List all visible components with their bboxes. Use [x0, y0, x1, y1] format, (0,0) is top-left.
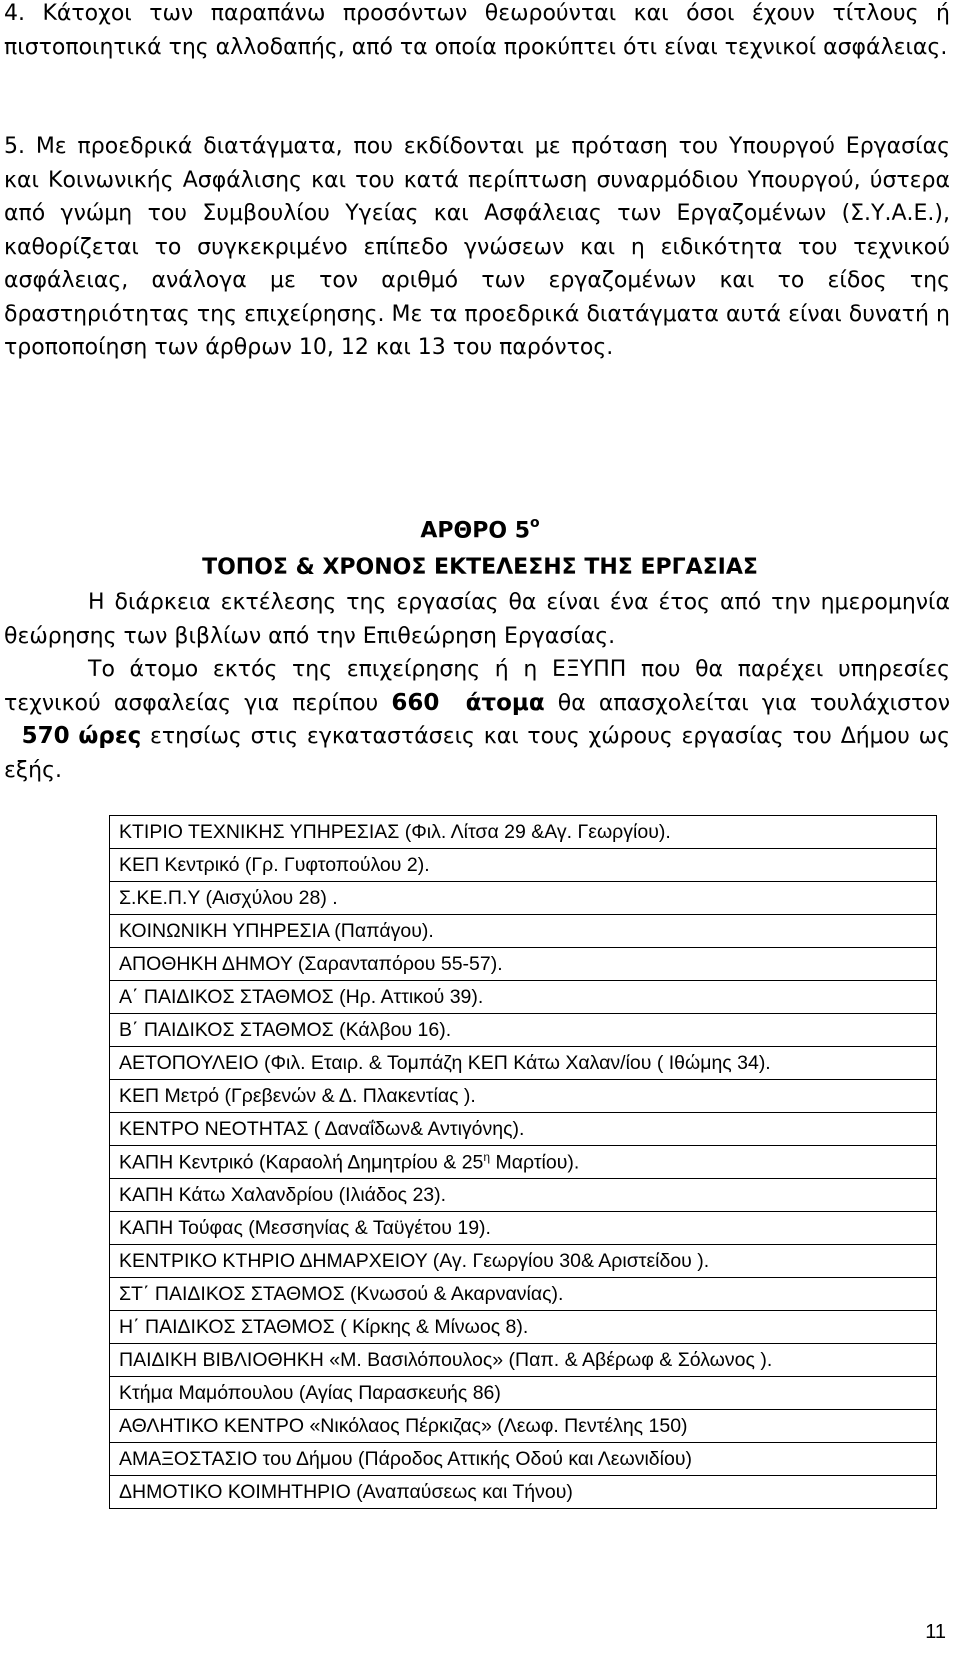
location-cell — [110, 915, 937, 948]
location-superscript: η — [483, 1149, 491, 1164]
table-row — [110, 1311, 937, 1344]
table-row — [110, 1410, 937, 1443]
duration-paragraph — [4, 586, 950, 653]
table-row — [110, 1443, 937, 1476]
page-number: 11 — [925, 1621, 946, 1643]
location-text: ΑΠΟΘΗΚΗ ΔΗΜΟΥ (Σαρανταπόρου 55-57). — [119, 952, 503, 975]
persons-unit: άτομα — [465, 689, 545, 716]
location-text: Β΄ ΠΑΙΔΙΚΟΣ ΣΤΑΘΜΟΣ (Κάλβου 16). — [119, 1018, 452, 1041]
location-text: ΚΑΠΗ Τούφας (Μεσσηνίας & Ταϋγέτου 19). — [119, 1216, 491, 1239]
location-text: ΠΑΙΔΙΚΗ ΒΙΒΛΙΟΘΗΚΗ «Μ. Βασιλόπουλος» (Παπ. & Αβέρωφ & Σόλωνος ). — [119, 1348, 773, 1371]
location-cell — [110, 981, 937, 1014]
location-text: Κτήμα Μαμόπουλου (Αγίας Παρασκευής 86) — [119, 1381, 501, 1404]
paragraph-5: 5. Με προεδρικά διατάγματα, που εκδίδονται με πρόταση του Υπουργού Εργασίας και Κοινωνικής Ασφάλισης και του κατά περίπτωση συναρμόδιου Υπουργού, ύστερα από γνώμη του Συμβουλίου Υγείας και Ασφάλειας των Εργαζομένων (Σ.Υ.Α.Ε.), καθορίζεται το συγκεκριμένο επίπεδο γνώσεων και η ειδικότητα του τεχνικού ασφάλειας, ανάλογα με τον αριθμό των εργαζομένων και το είδος της δραστηριότητας της επιχείρησης. Με τα προεδρικά διατάγματα αυτά είναι δυνατή η τροποποίηση των άρθρων 10, 12 και 13 του παρόντος. — [4, 134, 950, 360]
table-row — [110, 816, 937, 849]
table-row — [110, 948, 937, 981]
location-cell — [110, 1344, 937, 1377]
table-row — [110, 1476, 937, 1509]
location-cell — [110, 882, 937, 915]
location-cell — [110, 1443, 937, 1476]
staffing-text-a: Το άτομο εκτός της επιχείρησης ή η ΕΞΥΠΠ που θα παρέχει υπηρεσίες τεχνικού ασφαλείας για περίπου — [4, 657, 950, 716]
staffing-paragraph — [4, 653, 950, 787]
location-text: ΑΕΤΟΠΟΥΛΕΙΟ (Φιλ. Εταιρ. & Τομπάζη ΚΕΠ Κάτω Χαλαν/ίου ( Ιθώμης 34). — [119, 1051, 771, 1074]
location-cell — [110, 1113, 937, 1146]
location-cell — [110, 816, 937, 849]
duration-text: Η διάρκεια εκτέλεσης της εργασίας θα είναι ένα έτος από την ημερομηνία θεώρησης των βιβλίων από την Επιθεώρηση Εργασίας. — [4, 590, 950, 649]
location-text-tail: Μαρτίου). — [490, 1151, 580, 1174]
location-text: ΣΤ΄ ΠΑΙΔΙΚΟΣ ΣΤΑΘΜΟΣ (Κνωσού & Ακαρνανίας). — [119, 1282, 564, 1305]
location-text: ΚΑΠΗ Κάτω Χαλανδρίου (Ιλιάδος 23). — [119, 1183, 447, 1206]
table-row — [110, 1377, 937, 1410]
article-title: ΤΟΠΟΣ & ΧΡΟΝΟΣ ΕΚΤΕΛΕΣΗΣ ΤΗΣ ΕΡΓΑΣΙΑΣ — [202, 555, 758, 580]
locations-table — [109, 815, 937, 1509]
location-cell — [110, 948, 937, 981]
location-cell — [110, 1179, 937, 1212]
location-cell — [110, 1047, 937, 1080]
hours-count: 570 — [21, 723, 70, 749]
location-text: Α΄ ΠΑΙΔΙΚΟΣ ΣΤΑΘΜΟΣ (Ηρ. Αττικού 39). — [119, 985, 484, 1008]
location-text: Σ.ΚΕ.Π.Υ (Αισχύλου 28) . — [119, 886, 338, 909]
location-cell — [110, 1146, 937, 1179]
location-text: ΑΘΛΗΤΙΚΟ ΚΕΝΤΡΟ «Νικόλαος Πέρκιζας» (Λεωφ. Πεντέλης 150) — [119, 1414, 688, 1437]
table-row — [110, 1179, 937, 1212]
table-row — [110, 849, 937, 882]
table-row — [110, 1014, 937, 1047]
location-text: ΔΗΜΟΤΙΚΟ ΚΟΙΜΗΤΗΡΙΟ (Αναπαύσεως και Τήνου) — [119, 1480, 573, 1503]
location-text: ΚΤΙΡΙΟ ΤΕΧΝΙΚΗΣ ΥΠΗΡΕΣΙΑΣ (Φιλ. Λίτσα 29 &Αγ. Γεωργίου). — [119, 820, 671, 843]
location-cell — [110, 1212, 937, 1245]
location-text: ΚΑΠΗ Κεντρικό (Καραολή Δημητρίου & 25 — [119, 1151, 484, 1174]
table-row — [110, 1245, 937, 1278]
location-cell — [110, 1410, 937, 1443]
location-cell — [110, 849, 937, 882]
article-label: ΑΡΘΡΟ 5 — [420, 518, 531, 544]
location-text: ΚΕΝΤΡΟ ΝΕΟΤΗΤΑΣ ( Δαναΐδων& Αντιγόνης). — [119, 1117, 525, 1140]
location-cell — [110, 1080, 937, 1113]
table-row — [110, 1146, 937, 1179]
location-cell — [110, 1014, 937, 1047]
table-row — [110, 1344, 937, 1377]
location-cell — [110, 1245, 937, 1278]
table-row — [110, 1113, 937, 1146]
persons-count: 660 — [391, 689, 440, 716]
table-row — [110, 1047, 937, 1080]
location-text: ΚΟΙΝΩΝΙΚΗ ΥΠΗΡΕΣΙΑ (Παπάγου). — [119, 919, 434, 942]
location-cell — [110, 1476, 937, 1509]
location-text: Η΄ ΠΑΙΔΙΚΟΣ ΣΤΑΘΜΟΣ ( Κίρκης & Μίνωος 8). — [119, 1315, 529, 1338]
location-cell — [110, 1377, 937, 1410]
staffing-text-c: ετησίως στις εγκαταστάσεις και τους χώρους εργασίας του Δήμου ως εξής. — [4, 724, 950, 783]
table-row — [110, 981, 937, 1014]
article-heading — [0, 517, 960, 543]
table-row — [110, 1080, 937, 1113]
location-cell — [110, 1278, 937, 1311]
table-row — [110, 882, 937, 915]
location-text: ΚΕΠ Κεντρικό (Γρ. Γυφτοπούλου 2). — [119, 853, 430, 876]
article-superscript: ο — [530, 515, 540, 531]
location-text: ΑΜΑΞΟΣΤΑΣΙΟ του Δήμου (Πάροδος Αττικής Οδού και Λεωνιδίου) — [119, 1447, 692, 1470]
location-text: ΚΕΠ Μετρό (Γρεβενών & Δ. Πλακεντίας ). — [119, 1084, 476, 1107]
table-row — [110, 915, 937, 948]
location-text: ΚΕΝΤΡΙΚΟ ΚΤΗΡΙΟ ΔΗΜΑΡΧΕΙΟΥ (Αγ. Γεωργίου 30& Αριστείδου ). — [119, 1249, 710, 1272]
table-row — [110, 1212, 937, 1245]
table-row — [110, 1278, 937, 1311]
staffing-text-b: θα απασχολείται για τουλάχιστον — [544, 690, 950, 716]
location-cell — [110, 1311, 937, 1344]
paragraph-4: 4. Κάτοχοι των παραπάνω προσόντων θεωρούνται και όσοι έχουν τίτλους ή πιστοποιητικά της αλλοδαπής, από τα οποία προκύπτει ότι είναι τεχνικοί ασφάλειας. — [4, 1, 950, 60]
hours-unit: ώρες — [78, 723, 142, 749]
